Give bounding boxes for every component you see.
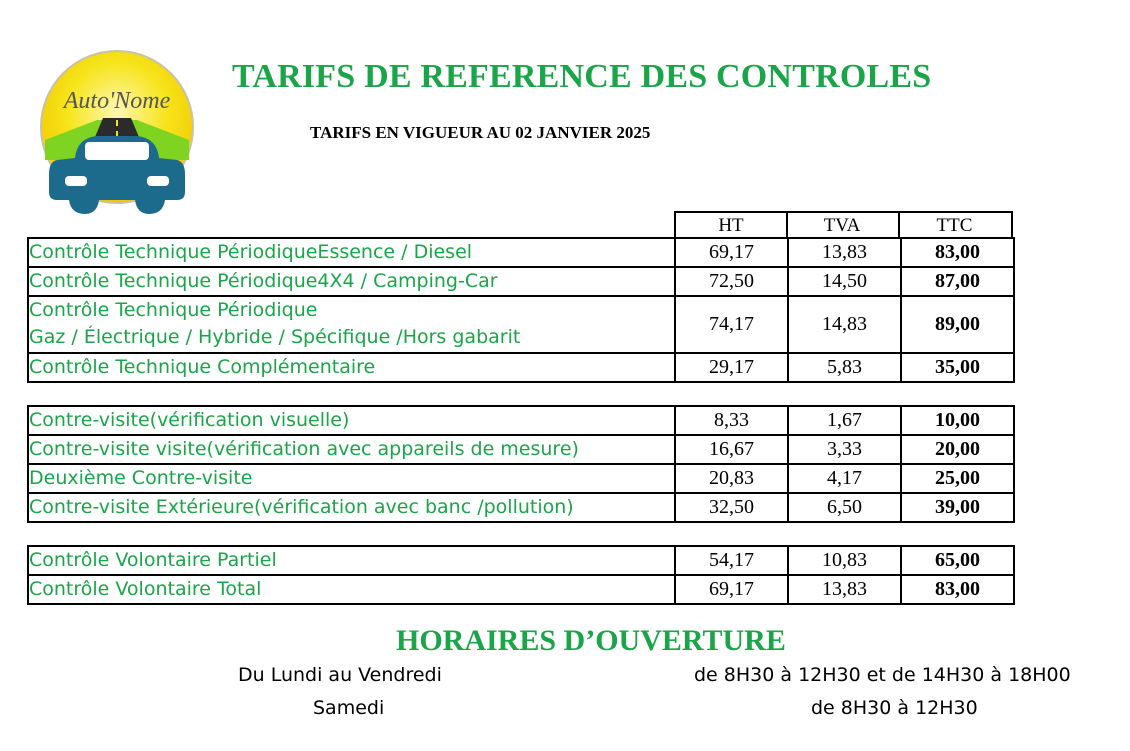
cell-ht: 69,17 [675,238,788,267]
cell-tva: 13,83 [788,238,901,267]
cell-tva: 13,83 [788,575,901,604]
table-row [28,296,1014,353]
table-row [28,493,1014,522]
cell-tva: 14,50 [788,267,901,296]
table-row [28,435,1014,464]
cell-ttc: 20,00 [901,435,1014,464]
cell-ttc: 83,00 [901,238,1014,267]
cell-ht: 54,17 [675,546,788,575]
row-label: Contrôle Volontaire Total [28,575,675,604]
cell-ht: 16,67 [675,435,788,464]
cell-ht: 32,50 [675,493,788,522]
column-header-tva: TVA [786,211,900,238]
row-label: Contre-visite Extérieure(vérification avec banc /pollution) [28,493,675,522]
column-header-ttc: TTC [898,211,1013,238]
cell-ht: 69,17 [675,575,788,604]
table-row [28,575,1014,604]
cell-ttc: 10,00 [901,406,1014,435]
page-subtitle: TARIFS EN VIGUEUR AU 02 JANVIER 2025 [310,123,651,142]
row-label: Deuxième Contre-visite [28,464,675,493]
cell-ht: 8,33 [675,406,788,435]
logo-text: Auto'Nome [63,88,171,114]
table-row [28,406,1014,435]
opening-hours-days: Du Lundi au Vendredi [238,664,442,686]
cell-ttc: 83,00 [901,575,1014,604]
cell-ttc: 39,00 [901,493,1014,522]
column-header-ht: HT [674,211,788,238]
row-label: Contrôle Volontaire Partiel [28,546,675,575]
row-label-line: Gaz / Électrique / Hybride / Spécifique /Hors gabarit [29,326,521,348]
tarif-table-contre-visites [27,405,1015,523]
cell-tva: 4,17 [788,464,901,493]
opening-hours-days: Samedi [313,697,385,719]
row-label: Contre-visite(vérification visuelle) [28,406,675,435]
table-row [28,238,1014,267]
row-label-line: Contrôle Technique Périodique [29,299,318,321]
auto-nome-logo [37,50,197,220]
row-label: Contre-visite visite(vérification avec appareils de mesure) [28,435,675,464]
table-row [28,353,1014,382]
cell-ht: 29,17 [675,353,788,382]
cell-ttc: 25,00 [901,464,1014,493]
opening-hours-time: de 8H30 à 12H30 et de 14H30 à 18H00 [694,664,1071,686]
cell-tva: 6,50 [788,493,901,522]
row-label [28,296,675,353]
table-row [28,464,1014,493]
table-row [28,267,1014,296]
cell-ttc: 65,00 [901,546,1014,575]
cell-ttc: 89,00 [901,296,1014,353]
page-title: TARIFS DE REFERENCE DES CONTROLES [232,58,932,95]
opening-hours-time: de 8H30 à 12H30 [811,697,978,719]
cell-ht: 74,17 [675,296,788,353]
opening-hours-title: HORAIRES D’OUVERTURE [396,624,786,657]
cell-ttc: 87,00 [901,267,1014,296]
row-label: Contrôle Technique Périodique4X4 / Camping-Car [28,267,675,296]
cell-tva: 3,33 [788,435,901,464]
cell-tva: 14,83 [788,296,901,353]
cell-ttc: 35,00 [901,353,1014,382]
row-label: Contrôle Technique PériodiqueEssence / Diesel [28,238,675,267]
cell-tva: 1,67 [788,406,901,435]
cell-ht: 72,50 [675,267,788,296]
row-label: Contrôle Technique Complémentaire [28,353,675,382]
cell-tva: 10,83 [788,546,901,575]
table-row [28,546,1014,575]
cell-ht: 20,83 [675,464,788,493]
tarif-table-controles-volontaires [27,545,1015,605]
cell-tva: 5,83 [788,353,901,382]
tarif-table-controles-techniques [27,237,1015,383]
